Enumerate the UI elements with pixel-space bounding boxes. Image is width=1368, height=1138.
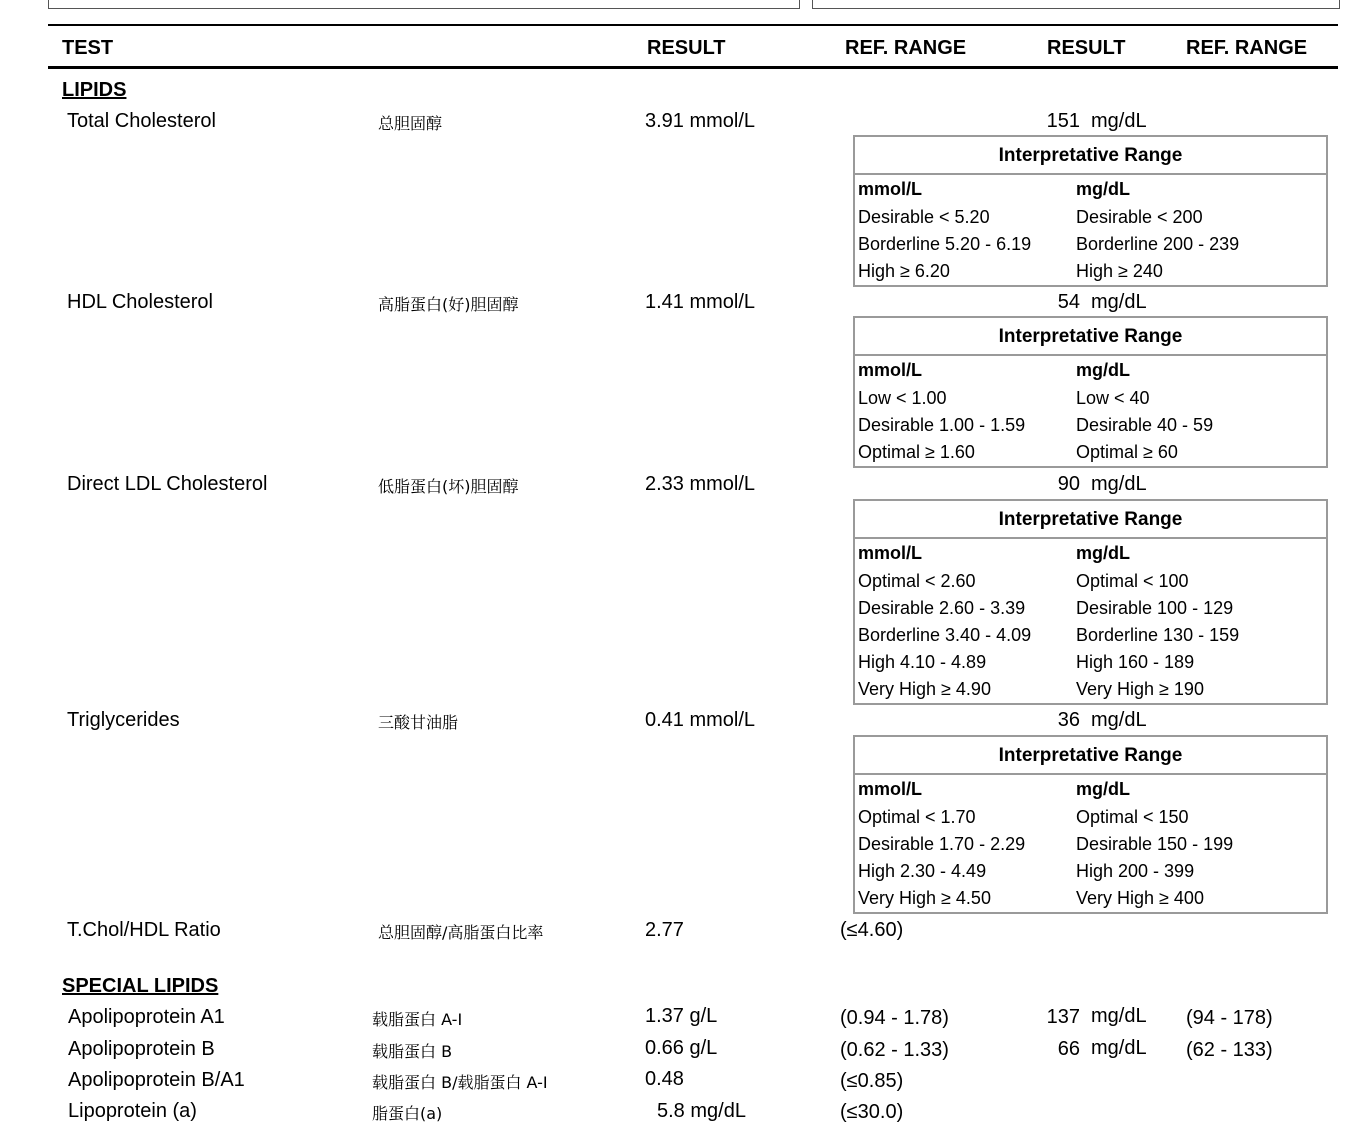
range-mmol: Borderline 3.40 - 4.09: [858, 625, 1032, 645]
range-mg: Optimal ≥ 60: [1076, 442, 1178, 462]
conv-unit-ldl: mg/dL: [1091, 473, 1147, 495]
interp-box-ldl: [853, 499, 1328, 705]
ref-apoba1: (≤0.85): [840, 1070, 904, 1092]
unit-mmol: mmol/L: [858, 543, 923, 563]
range-mmol: Optimal < 2.60: [858, 571, 976, 591]
ref-apob: (0.62 - 1.33): [840, 1039, 949, 1061]
conv-unit-triglycerides: mg/dL: [1091, 709, 1147, 731]
range-mg: Borderline 130 - 159: [1076, 625, 1240, 645]
range-mg: Very High ≥ 190: [1076, 679, 1204, 699]
test-name-ratio: T.Chol/HDL Ratio: [67, 919, 221, 941]
range-mmol: Desirable < 5.20: [858, 207, 990, 227]
conv-value-hdl: 54: [1057, 291, 1080, 313]
range-mg: Desirable 40 - 59: [1076, 415, 1214, 435]
header-top-rule: [48, 24, 1338, 26]
interp-title: Interpretative Range: [855, 501, 1326, 539]
conv-unit-hdl: mg/dL: [1091, 291, 1147, 313]
range-mmol: High 4.10 - 4.89: [858, 652, 987, 672]
range-mmol: Very High ≥ 4.50: [858, 888, 991, 908]
test-cn-apoba1: 载脂蛋白 B/载脂蛋白 A-I: [372, 1073, 548, 1092]
result-ldl: 2.33 mmol/L: [645, 473, 756, 495]
range-mg: Low < 40: [1076, 388, 1150, 408]
range-mmol: Desirable 2.60 - 3.39: [858, 598, 1026, 618]
result-lpa: 5.8 mg/dL: [657, 1100, 746, 1122]
conv-ref-apob: (62 - 133): [1186, 1039, 1273, 1061]
header-test: TEST: [62, 37, 114, 59]
test-name-ldl: Direct LDL Cholesterol: [67, 473, 268, 495]
result-total-cholesterol: 3.91 mmol/L: [645, 110, 756, 132]
range-mmol: Optimal ≥ 1.60: [858, 442, 975, 462]
test-cn-apoa1: 载脂蛋白 A-I: [372, 1010, 463, 1029]
test-name-total-cholesterol: Total Cholesterol: [67, 110, 216, 132]
ref-apoa1: (0.94 - 1.78): [840, 1007, 949, 1029]
conv-unit-apob: mg/dL: [1091, 1037, 1147, 1059]
top-box-right: [812, 0, 1340, 9]
interp-title: Interpretative Range: [855, 137, 1326, 175]
conv-value-apob: 66: [1057, 1038, 1080, 1060]
test-cn-total-cholesterol: 总胆固醇: [378, 114, 443, 133]
result-ratio: 2.77: [645, 919, 684, 941]
interp-box-hdl: [853, 316, 1328, 468]
ref-ratio: (≤4.60): [840, 919, 904, 941]
range-mg: Very High ≥ 400: [1076, 888, 1204, 908]
range-mmol: High ≥ 6.20: [858, 261, 950, 281]
range-mmol: Low < 1.00: [858, 388, 947, 408]
unit-mg: mg/dL: [1076, 543, 1130, 563]
conv-ref-apoa1: (94 - 178): [1186, 1007, 1273, 1029]
interp-box-total-cholesterol: [853, 135, 1328, 287]
test-cn-apob: 载脂蛋白 B: [372, 1042, 453, 1061]
test-name-hdl: HDL Cholesterol: [67, 291, 213, 313]
range-mmol: Desirable 1.00 - 1.59: [858, 415, 1026, 435]
range-mmol: Desirable 1.70 - 2.29: [858, 834, 1026, 854]
test-name-lpa: Lipoprotein (a): [68, 1100, 197, 1122]
unit-mg: mg/dL: [1076, 360, 1130, 380]
section-special-lipids: SPECIAL LIPIDS: [62, 975, 219, 997]
conv-unit-apoa1: mg/dL: [1091, 1005, 1147, 1027]
range-mmol: High 2.30 - 4.49: [858, 861, 987, 881]
test-cn-triglycerides: 三酸甘油脂: [378, 713, 459, 732]
conv-unit-total-cholesterol: mg/dL: [1091, 110, 1147, 132]
result-apob: 0.66 g/L: [645, 1037, 718, 1059]
range-mg: Optimal < 150: [1076, 807, 1189, 827]
unit-mmol: mmol/L: [858, 179, 923, 199]
result-triglycerides: 0.41 mmol/L: [645, 709, 756, 731]
unit-mmol: mmol/L: [858, 779, 923, 799]
unit-mg: mg/dL: [1076, 779, 1130, 799]
range-mg: Optimal < 100: [1076, 571, 1189, 591]
range-mg: Desirable 150 - 199: [1076, 834, 1234, 854]
test-name-apoba1: Apolipoprotein B/A1: [68, 1069, 245, 1091]
interp-title: Interpretative Range: [855, 737, 1326, 775]
test-name-triglycerides: Triglycerides: [67, 709, 180, 731]
interp-box-triglycerides: [853, 735, 1328, 914]
conv-value-triglycerides: 36: [1057, 709, 1080, 731]
range-mg: High ≥ 240: [1076, 261, 1163, 281]
header-bottom-rule: [48, 66, 1338, 69]
test-cn-lpa: 脂蛋白(a): [372, 1104, 443, 1123]
conv-value-total-cholesterol: 151: [1046, 110, 1080, 132]
range-mmol: Optimal < 1.70: [858, 807, 976, 827]
interp-title: Interpretative Range: [855, 318, 1326, 356]
test-cn-ldl: 低脂蛋白(坏)胆固醇: [378, 477, 519, 496]
range-mg: Desirable < 200: [1076, 207, 1203, 227]
conv-value-apoa1: 137: [1046, 1006, 1080, 1028]
header-result: RESULT: [647, 37, 726, 59]
range-mg: High 200 - 399: [1076, 861, 1195, 881]
range-mmol: Borderline 5.20 - 6.19: [858, 234, 1032, 254]
result-hdl: 1.41 mmol/L: [645, 291, 756, 313]
test-cn-hdl: 高脂蛋白(好)胆固醇: [378, 295, 519, 314]
range-mg: High 160 - 189: [1076, 652, 1195, 672]
unit-mg: mg/dL: [1076, 179, 1130, 199]
test-name-apoa1: Apolipoprotein A1: [68, 1006, 225, 1028]
test-name-apob: Apolipoprotein B: [68, 1038, 215, 1060]
unit-mmol: mmol/L: [858, 360, 923, 380]
conv-value-ldl: 90: [1057, 473, 1080, 495]
range-mg: Desirable 100 - 129: [1076, 598, 1234, 618]
range-mmol: Very High ≥ 4.90: [858, 679, 991, 699]
result-apoba1: 0.48: [645, 1068, 684, 1090]
ref-lpa: (≤30.0): [840, 1101, 904, 1123]
top-box-left: [48, 0, 800, 9]
result-apoa1: 1.37 g/L: [645, 1005, 718, 1027]
section-lipids: LIPIDS: [62, 79, 127, 101]
header-ref-range: REF. RANGE: [845, 37, 967, 59]
test-cn-ratio: 总胆固醇/高脂蛋白比率: [378, 923, 544, 942]
header-result-conventional: RESULT: [1047, 37, 1126, 59]
range-mg: Borderline 200 - 239: [1076, 234, 1240, 254]
header-ref-range-conventional: REF. RANGE: [1186, 37, 1308, 59]
